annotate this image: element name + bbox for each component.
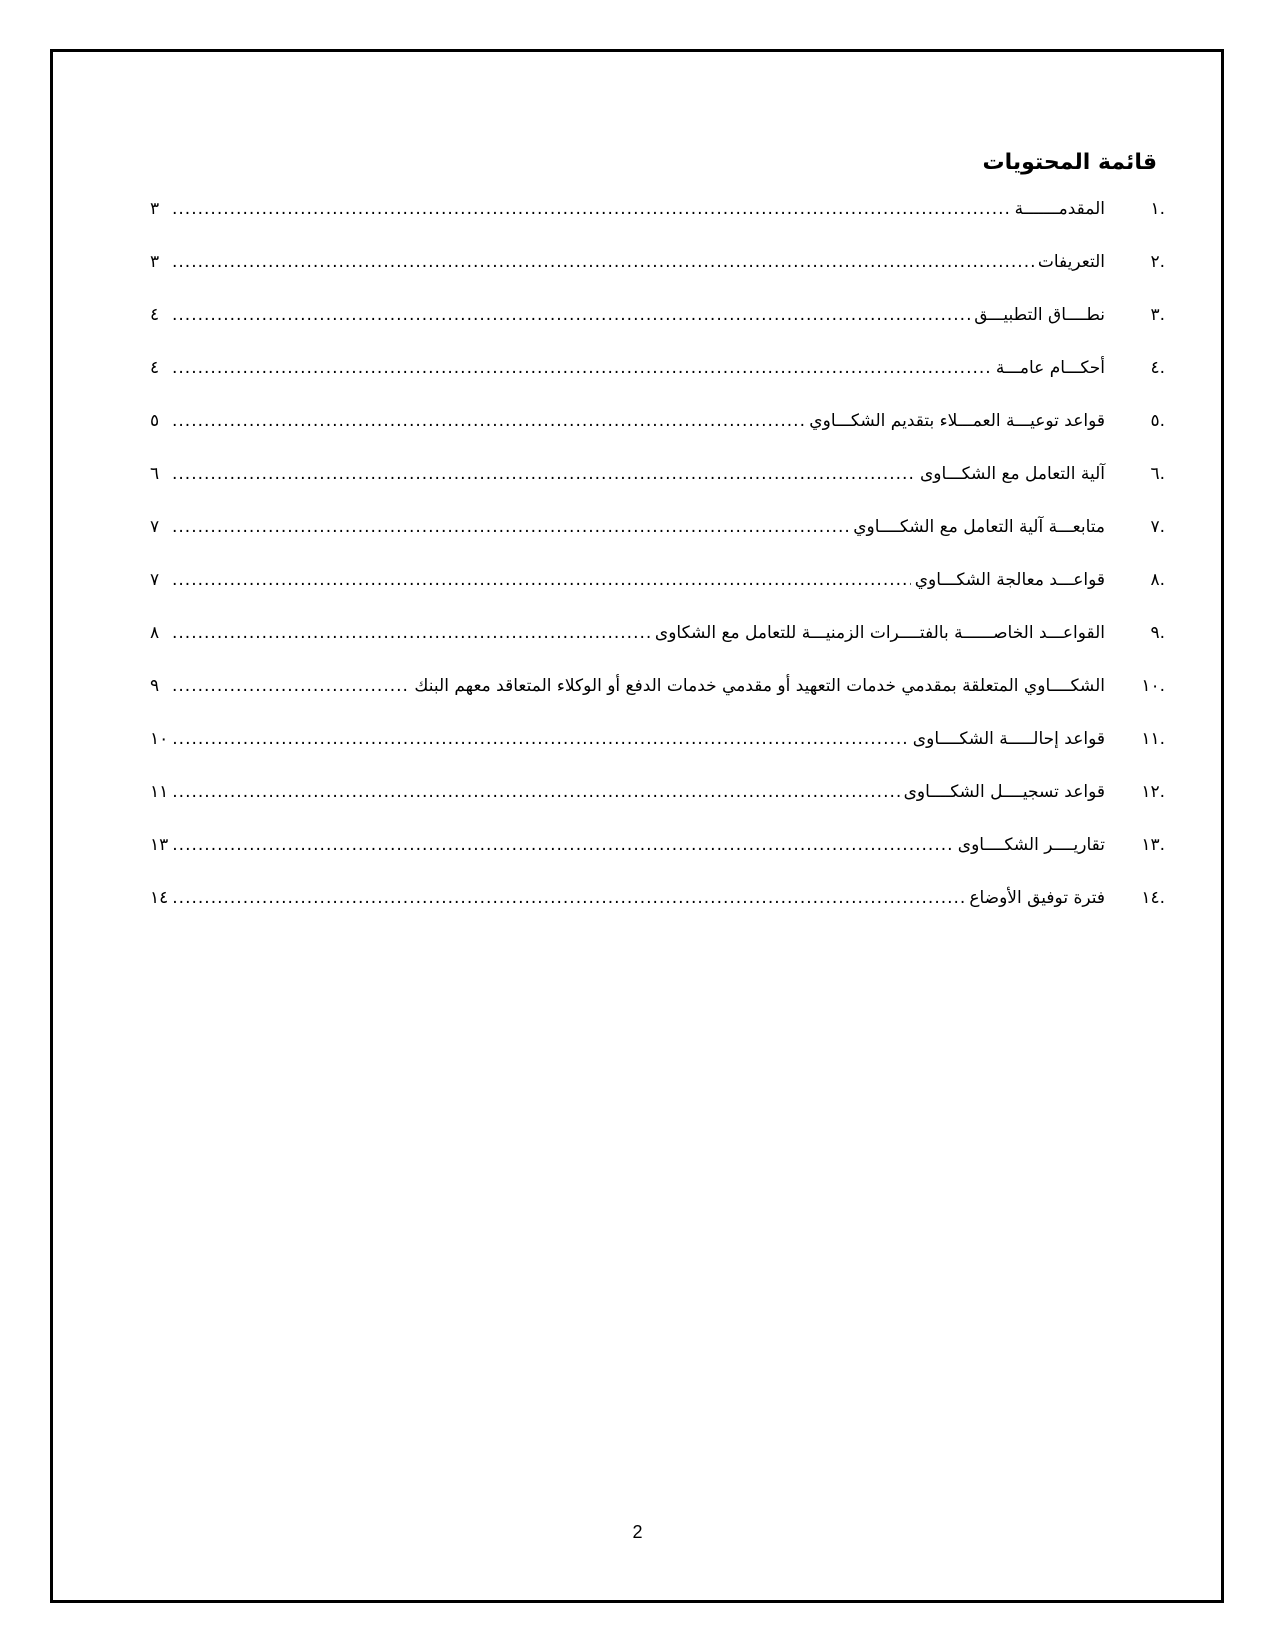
- toc-dot-leader: [172, 675, 410, 697]
- toc-entry-number: .٦: [1150, 464, 1165, 484]
- toc-dot-leader: [172, 198, 1011, 220]
- toc-entry-number: .٣: [1150, 305, 1165, 325]
- toc-entry-number: .١: [1150, 199, 1165, 219]
- toc-entry[interactable]: [150, 463, 1165, 516]
- toc-dot-leader: [172, 569, 911, 591]
- toc-dot-leader: [172, 410, 805, 432]
- toc-entry-number: .٤: [1150, 358, 1165, 378]
- toc-dot-leader: [172, 304, 970, 326]
- toc-entry-page: ٥: [150, 411, 160, 431]
- toc-entry-title: قواعد تسجيــــل الشكــــاوى: [903, 782, 1105, 802]
- toc-entry-number: .٧: [1150, 517, 1165, 537]
- toc-entry-number: .٨: [1150, 570, 1165, 590]
- toc-entry[interactable]: [150, 834, 1165, 887]
- toc-entry-page: ٧: [150, 570, 160, 590]
- toc-entry-page: ٨: [150, 623, 160, 643]
- toc-entry-page: ٤: [150, 305, 160, 325]
- toc-dot-leader: [172, 516, 849, 538]
- toc-entry-title: تقاريــــر الشكــــاوى: [957, 835, 1105, 855]
- toc-entry-page: ٤: [150, 358, 160, 378]
- toc-entry-number: .١١: [1141, 729, 1165, 749]
- toc-entry-title: قواعد إحالـــــة الشكــــاوى: [912, 729, 1105, 749]
- toc-entry-title: فترة توفيق الأوضاع: [969, 888, 1105, 908]
- toc-entry[interactable]: [150, 622, 1165, 675]
- toc-dot-leader: [172, 463, 916, 485]
- toc-entry-page: ٩: [150, 676, 160, 696]
- toc-dot-leader: [172, 622, 651, 644]
- toc-entry-number: .٥: [1150, 411, 1165, 431]
- toc-entry[interactable]: [150, 198, 1165, 251]
- toc-entry-number: .١٤: [1141, 888, 1165, 908]
- toc-entry-page: ١١: [150, 782, 169, 802]
- toc-entry-number: .١٢: [1141, 782, 1165, 802]
- toc-entry-title: متابعـــة آلية التعامل مع الشكــــاوي: [853, 517, 1105, 537]
- toc-dot-leader: [172, 251, 1034, 273]
- toc-dot-leader: [172, 834, 954, 856]
- toc-entry[interactable]: [150, 569, 1165, 622]
- toc-entry-page: ٧: [150, 517, 160, 537]
- toc-dot-leader: [172, 887, 965, 909]
- toc-title: قائمة المحتويات: [982, 150, 1157, 175]
- toc-entry[interactable]: [150, 728, 1165, 781]
- toc-entry-number: .١٠: [1141, 676, 1165, 696]
- toc-entry-title: التعريفات: [1037, 252, 1105, 272]
- toc-entry-title: قواعـــد معالجة الشكـــاوي: [914, 570, 1105, 590]
- toc-entry-page: ١٠: [150, 729, 169, 749]
- toc-dot-leader: [172, 357, 992, 379]
- toc-entry-page: ١٤: [150, 888, 169, 908]
- toc-entry[interactable]: [150, 357, 1165, 410]
- toc-entry[interactable]: [150, 410, 1165, 463]
- toc-entry[interactable]: [150, 887, 1165, 940]
- toc-entry-title: أحكـــام عامـــة: [995, 358, 1105, 378]
- toc-entry-number: .٩: [1150, 623, 1165, 643]
- page-number: 2: [632, 1522, 643, 1542]
- toc-entry-page: ١٣: [150, 835, 169, 855]
- toc-entry-title: قواعد توعيـــة العمـــلاء بتقديم الشكـــاوي: [809, 411, 1105, 431]
- toc-entry[interactable]: [150, 781, 1165, 834]
- toc-entry[interactable]: [150, 675, 1165, 728]
- toc-entry-title: القواعـــد الخاصــــــة بالفتــــرات الزمنيـــة للتعامل مع الشكاوى: [654, 623, 1105, 643]
- toc-entry-number: .٢: [1150, 252, 1165, 272]
- toc-list: [150, 198, 1165, 940]
- toc-dot-leader: [172, 781, 899, 803]
- toc-entry-title: نطــــاق التطبيـــق: [974, 305, 1105, 325]
- toc-entry-number: .١٣: [1141, 835, 1165, 855]
- toc-entry-page: ٣: [150, 252, 160, 272]
- toc-entry[interactable]: [150, 251, 1165, 304]
- toc-entry[interactable]: [150, 304, 1165, 357]
- toc-entry-title: آلية التعامل مع الشكـــاوى: [920, 464, 1105, 484]
- toc-entry-title: المقدمـــــــة: [1014, 199, 1105, 219]
- toc-entry-page: ٦: [150, 464, 160, 484]
- toc-entry[interactable]: [150, 516, 1165, 569]
- toc-dot-leader: [172, 728, 909, 750]
- toc-entry-page: ٣: [150, 199, 160, 219]
- toc-entry-title: الشكــــاوي المتعلقة بمقدمي خدمات التعهيد أو مقدمي خدمات الدفع أو الوكلاء المتعاقد معهم البنك: [414, 676, 1105, 696]
